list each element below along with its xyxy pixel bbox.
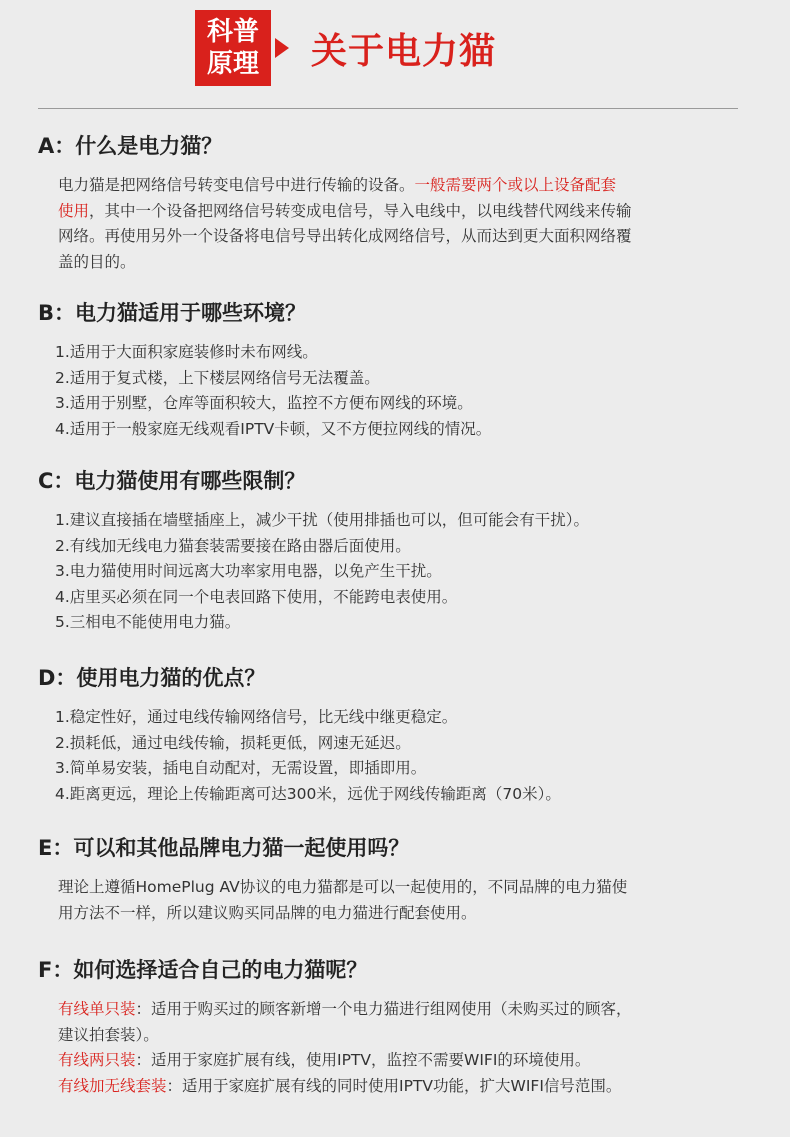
badge-line-2: 原理 [206,49,259,79]
answer-line: 理论上遵循HomePlug AV协议的电力猫都是可以一起使用的，不同品牌的电力猫使 [58,878,628,896]
list-item: 5.三相电不能使用电力猫。 [55,613,241,631]
list-item: 4.适用于一般家庭无线观看IPTV卡顿，又不方便拉网线的情况。 [55,419,492,438]
page-title: 关于电力猫 [311,30,497,72]
list-item: 1.稳定性好，通过电线传输网络信号，比无线中继更稳定。 [55,708,458,726]
section-c [38,466,748,636]
section-e [38,833,748,926]
question-d: D：使用电力猫的优点？ [38,666,266,690]
option-item: 有线加无线套装：适用于家庭扩展有线的同时使用IPTV功能，扩大WIFI信号范围。 [58,1076,622,1095]
option-label: 有线加无线套装 [58,1076,167,1095]
arrow-right-icon [275,38,289,58]
answer-f [58,997,748,1099]
header [195,10,496,86]
science-badge [195,10,271,86]
section-b [38,298,748,442]
highlight-text: 一般需要两个或以上设备配套 [414,176,617,194]
list-item: 2.损耗低，通过电线传输，损耗更低，网速无延迟。 [55,733,411,752]
answer-line: 使用，其中一个设备把网络信号转变成电信号，导入电线中，以电线替代网线来传输 [58,201,632,220]
option-item: 有线单只装：适用于购买过的顾客新增一个电力猫进行组网使用（未购买过的顾客， [58,1000,632,1018]
question-f: F：如何选择适合自己的电力猫呢？ [38,958,368,982]
section-f [38,955,748,1099]
list-item: 3.简单易安装，插电自动配对，无需设置，即插即用。 [55,759,427,777]
list-item: 1.适用于大面积家庭装修时未布网线。 [55,343,318,361]
section-d [38,663,748,807]
question-e: E：可以和其他品牌电力猫一起使用吗？ [38,836,410,860]
badge-line-1: 科普 [206,17,259,47]
list-d [55,705,748,807]
question-a: A：什么是电力猫？ [38,134,223,158]
answer-line: 盖的目的。 [58,252,136,271]
list-item: 3.电力猫使用时间远离大功率家用电器，以免产生干扰。 [55,562,442,580]
option-continuation: 建议拍套装）。 [58,1025,159,1044]
list-item: 1.建议直接插在墙壁插座上，减少干扰（使用排插也可以，但可能会有干扰）。 [55,511,590,529]
list-b [55,340,748,442]
list-c [55,508,748,636]
question-b: B：电力猫适用于哪些环境？ [38,301,307,325]
question-c: C：电力猫使用有哪些限制？ [38,469,306,493]
list-item: 3.适用于别墅，仓库等面积较大，监控不方便布网线的环境。 [55,394,473,412]
highlight-text: 使用 [58,201,90,220]
answer-line: 电力猫是把网络信号转变电信号中进行传输的设备。一般需要两个或以上设备配套 [58,176,617,194]
divider [38,108,738,109]
answer-line: 用方法不一样，所以建议购买同品牌的电力猫进行配套使用。 [58,903,477,922]
option-label: 有线两只装 [58,1051,136,1069]
list-item: 4.距离更远，理论上传输距离可达300米，远优于网线传输距离（70米）。 [55,784,561,803]
answer-e [58,875,748,926]
list-item: 2.适用于复式楼，上下楼层网络信号无法覆盖。 [55,368,380,387]
answer-line: 网络。再使用另外一个设备将电信号导出转化成网络信号，从而达到更大面积网络覆 [58,227,632,245]
section-a [38,131,748,275]
list-item: 2.有线加无线电力猫套装需要接在路由器后面使用。 [55,536,411,555]
option-label: 有线单只装 [58,1000,136,1018]
option-item: 有线两只装：适用于家庭扩展有线，使用IPTV，监控不需要WIFI的环境使用。 [58,1051,591,1069]
list-item: 4.店里买必须在同一个电表回路下使用，不能跨电表使用。 [55,587,458,606]
answer-a [58,173,748,275]
